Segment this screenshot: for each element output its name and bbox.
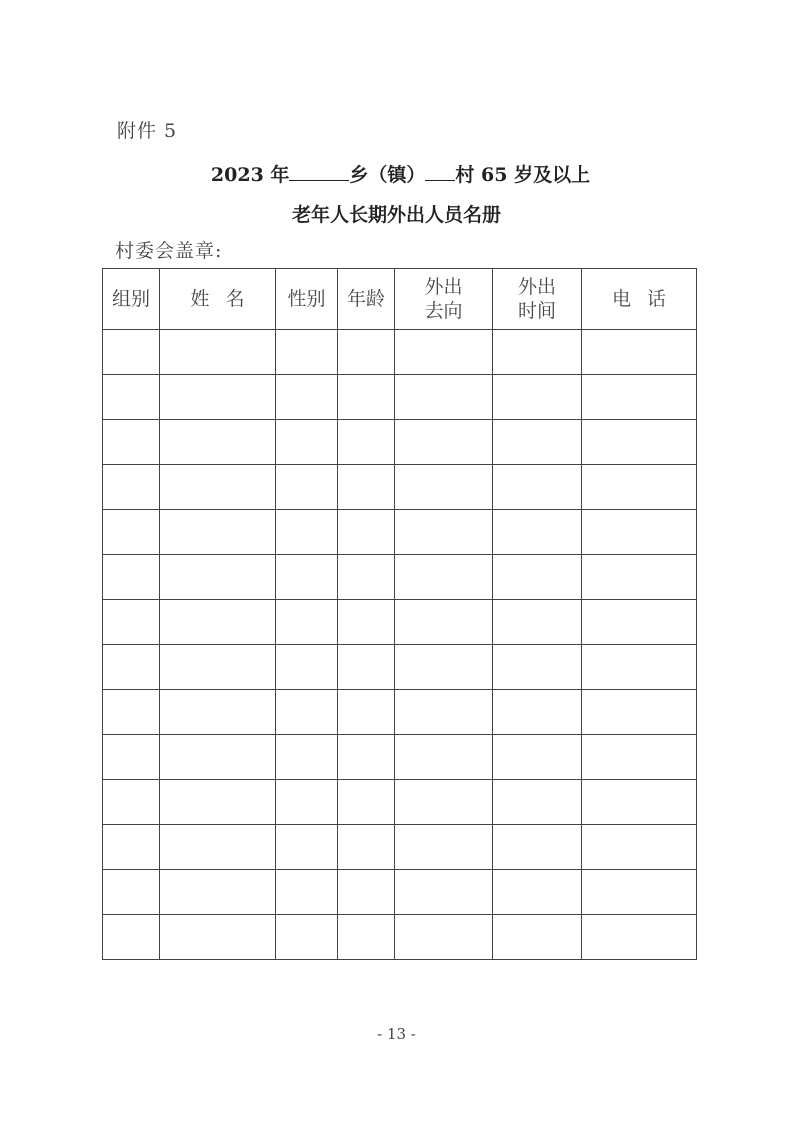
attachment-label: 附件 5 — [117, 120, 178, 142]
cell-phone[interactable] — [582, 870, 697, 915]
cell-group[interactable] — [103, 600, 160, 645]
title-township: 乡（镇） — [349, 164, 426, 186]
cell-gender[interactable] — [276, 645, 338, 690]
cell-gender[interactable] — [276, 330, 338, 375]
table-row — [103, 690, 697, 735]
cell-departure-time[interactable] — [493, 330, 582, 375]
header-phone: 电话 — [582, 269, 697, 330]
cell-name[interactable] — [160, 735, 276, 780]
cell-gender[interactable] — [276, 825, 338, 870]
cell-gender[interactable] — [276, 420, 338, 465]
title-year: 2023 年 — [210, 164, 290, 186]
cell-phone[interactable] — [582, 735, 697, 780]
header-age: 年龄 — [338, 269, 395, 330]
cell-age[interactable] — [338, 825, 395, 870]
cell-group[interactable] — [103, 915, 160, 960]
cell-departure-time[interactable] — [493, 465, 582, 510]
cell-name[interactable] — [160, 465, 276, 510]
cell-phone[interactable] — [582, 510, 697, 555]
cell-phone[interactable] — [582, 330, 697, 375]
cell-group[interactable] — [103, 645, 160, 690]
cell-name[interactable] — [160, 375, 276, 420]
cell-destination[interactable] — [395, 690, 493, 735]
cell-age[interactable] — [338, 510, 395, 555]
header-departure-time: 外出 时间 — [493, 269, 582, 330]
cell-age[interactable] — [338, 465, 395, 510]
cell-destination[interactable] — [395, 375, 493, 420]
cell-destination[interactable] — [395, 915, 493, 960]
cell-age[interactable] — [338, 600, 395, 645]
table-row — [103, 645, 697, 690]
cell-age[interactable] — [338, 780, 395, 825]
cell-name[interactable] — [160, 825, 276, 870]
table-row — [103, 420, 697, 465]
cell-phone[interactable] — [582, 690, 697, 735]
cell-phone[interactable] — [582, 915, 697, 960]
cell-phone[interactable] — [582, 780, 697, 825]
cell-departure-time[interactable] — [493, 600, 582, 645]
cell-gender[interactable] — [276, 555, 338, 600]
cell-phone[interactable] — [582, 555, 697, 600]
table-row — [103, 735, 697, 780]
cell-departure-time[interactable] — [493, 375, 582, 420]
cell-phone[interactable] — [582, 600, 697, 645]
cell-phone[interactable] — [582, 465, 697, 510]
cell-age[interactable] — [338, 915, 395, 960]
cell-departure-time[interactable] — [493, 915, 582, 960]
table-row — [103, 870, 697, 915]
cell-destination[interactable] — [395, 420, 493, 465]
cell-age[interactable] — [338, 555, 395, 600]
roster-body — [103, 330, 697, 960]
header-destination: 外出 去向 — [395, 269, 493, 330]
cell-name[interactable] — [160, 600, 276, 645]
table-row — [103, 330, 697, 375]
page-number: - 13 - — [377, 1025, 416, 1043]
cell-departure-time[interactable] — [493, 690, 582, 735]
cell-gender[interactable] — [276, 510, 338, 555]
cell-destination[interactable] — [395, 735, 493, 780]
roster-table — [102, 268, 697, 960]
cell-phone[interactable] — [582, 645, 697, 690]
cell-group[interactable] — [103, 870, 160, 915]
cell-phone[interactable] — [582, 420, 697, 465]
cell-name[interactable] — [160, 555, 276, 600]
cell-group[interactable] — [103, 330, 160, 375]
cell-age[interactable] — [338, 645, 395, 690]
cell-gender[interactable] — [276, 870, 338, 915]
cell-departure-time[interactable] — [493, 870, 582, 915]
table-row — [103, 780, 697, 825]
cell-departure-time[interactable] — [493, 780, 582, 825]
cell-destination[interactable] — [395, 330, 493, 375]
cell-destination[interactable] — [395, 825, 493, 870]
cell-gender[interactable] — [276, 375, 338, 420]
cell-age[interactable] — [338, 420, 395, 465]
title-village-age: 村 65 岁及以上 — [455, 164, 591, 186]
header-group: 组别 — [103, 269, 160, 330]
village-blank[interactable] — [425, 179, 455, 181]
header-name: 姓名 — [160, 269, 276, 330]
cell-group[interactable] — [103, 375, 160, 420]
table-row — [103, 465, 697, 510]
cell-name[interactable] — [160, 330, 276, 375]
cell-group[interactable] — [103, 825, 160, 870]
cell-destination[interactable] — [395, 510, 493, 555]
cell-name[interactable] — [160, 870, 276, 915]
table-row — [103, 825, 697, 870]
cell-name[interactable] — [160, 510, 276, 555]
header-row — [103, 269, 697, 330]
cell-group[interactable] — [103, 690, 160, 735]
header-gender: 性别 — [276, 269, 338, 330]
cell-group[interactable] — [103, 465, 160, 510]
cell-group[interactable] — [103, 510, 160, 555]
cell-gender[interactable] — [276, 780, 338, 825]
table-row — [103, 915, 697, 960]
cell-name[interactable] — [160, 690, 276, 735]
cell-departure-time[interactable] — [493, 825, 582, 870]
cell-name[interactable] — [160, 420, 276, 465]
cell-destination[interactable] — [395, 600, 493, 645]
form-title-line-1 — [0, 160, 793, 187]
form-title-line-2: 老年人长期外出人员名册 — [291, 204, 501, 226]
cell-destination[interactable] — [395, 780, 493, 825]
table-row — [103, 600, 697, 645]
cell-name[interactable] — [160, 780, 276, 825]
cell-destination[interactable] — [395, 555, 493, 600]
cell-destination[interactable] — [395, 465, 493, 510]
cell-age[interactable] — [338, 330, 395, 375]
cell-age[interactable] — [338, 735, 395, 780]
cell-destination[interactable] — [395, 870, 493, 915]
table-row — [103, 375, 697, 420]
village-committee-seal-label: 村委会盖章: — [115, 240, 223, 262]
cell-gender[interactable] — [276, 735, 338, 780]
cell-departure-time[interactable] — [493, 510, 582, 555]
cell-group[interactable] — [103, 780, 160, 825]
cell-departure-time[interactable] — [493, 420, 582, 465]
cell-gender[interactable] — [276, 465, 338, 510]
cell-name[interactable] — [160, 915, 276, 960]
cell-age[interactable] — [338, 870, 395, 915]
cell-departure-time[interactable] — [493, 645, 582, 690]
cell-gender[interactable] — [276, 915, 338, 960]
cell-phone[interactable] — [582, 375, 697, 420]
township-blank[interactable] — [289, 179, 349, 181]
table-row — [103, 510, 697, 555]
cell-group[interactable] — [103, 735, 160, 780]
cell-destination[interactable] — [395, 645, 493, 690]
cell-age[interactable] — [338, 375, 395, 420]
cell-group[interactable] — [103, 555, 160, 600]
cell-age[interactable] — [338, 690, 395, 735]
cell-departure-time[interactable] — [493, 555, 582, 600]
cell-group[interactable] — [103, 420, 160, 465]
cell-gender[interactable] — [276, 600, 338, 645]
cell-phone[interactable] — [582, 825, 697, 870]
cell-name[interactable] — [160, 645, 276, 690]
cell-gender[interactable] — [276, 690, 338, 735]
table-row — [103, 555, 697, 600]
cell-departure-time[interactable] — [493, 735, 582, 780]
